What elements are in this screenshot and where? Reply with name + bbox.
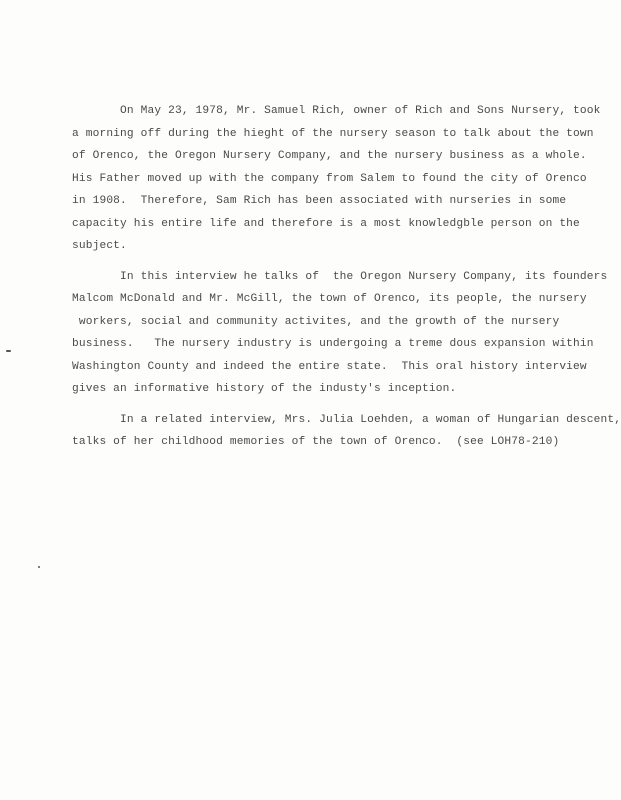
text-line: Washington County and indeed the entire state. This oral history interview (72, 360, 587, 373)
paragraph-3 (72, 409, 621, 454)
text-line: In a related interview, Mrs. Julia Loehden, a woman of Hungarian descent, (72, 413, 621, 426)
paragraph-gap (72, 258, 572, 266)
text-line: His Father moved up with the company from Salem to found the city of Orenco (72, 172, 587, 185)
text-line: a morning off during the hieght of the nursery season to talk about the town (72, 127, 594, 140)
paragraph-gap (72, 401, 572, 409)
text-line: On May 23, 1978, Mr. Samuel Rich, owner of Rich and Sons Nursery, took (72, 105, 601, 117)
text-line: in 1908. Therefore, Sam Rich has been associated with nurseries in some (72, 195, 567, 207)
text-line: capacity his entire life and therefore is a most knowledgble person on the (72, 217, 580, 230)
text-line: gives an informative history of the industy's inception. (72, 383, 457, 395)
stray-dot (38, 566, 40, 568)
stray-mark (6, 350, 11, 352)
text-line: business. The nursery industry is undergoing a treme dous expansion within (72, 338, 594, 350)
text-line: Malcom McDonald and Mr. McGill, the town of Orenco, its people, the nursery (72, 293, 587, 305)
paragraph-2 (72, 266, 608, 401)
text-line: workers, social and community activites, and the growth of the nursery (72, 315, 560, 328)
text-line: subject. (72, 240, 127, 252)
document-body (72, 100, 621, 454)
paragraph-1 (72, 100, 601, 258)
text-line: of Orenco, the Oregon Nursery Company, and the nursery business as a whole. (72, 150, 587, 162)
text-line: talks of her childhood memories of the town of Orenco. (see LOH78-210) (72, 436, 560, 448)
text-line: In this interview he talks of the Oregon Nursery Company, its founders (72, 270, 608, 283)
